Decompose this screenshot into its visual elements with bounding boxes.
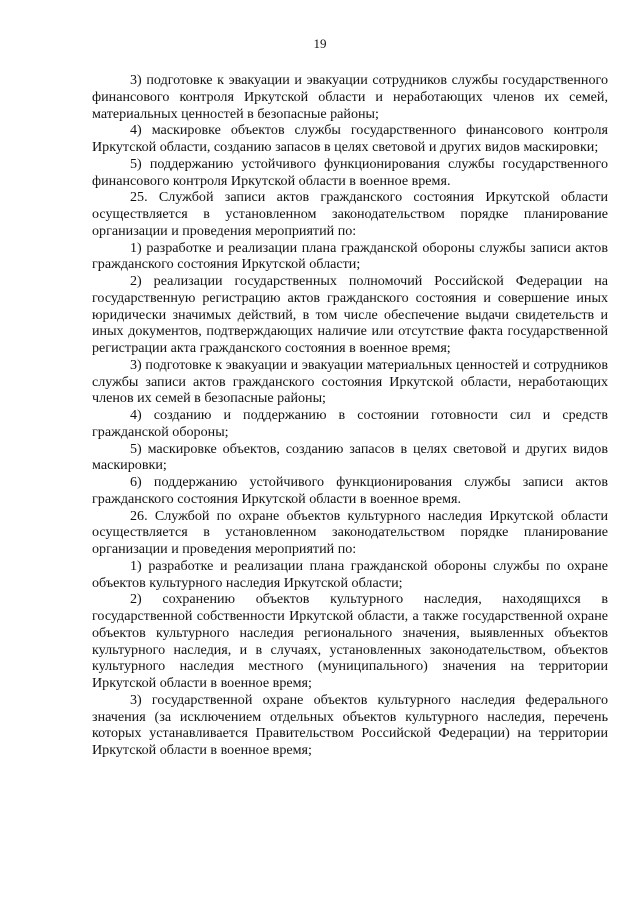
paragraph-item-5-stability-finance: 5) поддержанию устойчивого функционирования службы государственного финансового контроля Иркутской области в военное время. [92,155,608,189]
paragraph-item-4-camouflage-finance: 4) маскировке объектов службы государственного финансового контроля Иркутской области, созданию запасов в целях световой и других видов маскировки; [92,122,608,155]
paragraph-clause-25: 25. Службой записи актов гражданского состояния Иркутской области осуществляется в установленном законодательством порядке планирование организации и проведения мероприятий по: [92,189,608,239]
paragraph-clause-25-item-2: 2) реализации государственных полномочий Российской Федерации на государственную регистрацию актов гражданского состояния и совершение иных юридически значимых действий, в том числе обеспечение выдачи свидетельств и иных документов, подтверждающих наличие или отсутствие факта государственной регистрации акта гражданского состояния в военное время; [92,273,608,356]
body-text [92,72,608,759]
paragraph-clause-25-item-1: 1) разработке и реализации плана гражданской обороны службы записи актов гражданского состояния Иркутской области; [92,239,608,273]
paragraph-clause-25-item-6: 6) поддержанию устойчивого функционирования службы записи актов гражданского состояния Иркутской области в военное время. [92,474,608,507]
page-number: 19 [313,36,327,51]
paragraph-clause-25-item-3: 3) подготовке к эвакуации и эвакуации материальных ценностей и сотрудников службы записи актов гражданского состояния Иркутской области, неработающих членов их семей в безопасные районы; [92,356,608,407]
paragraph-clause-26-item-3: 3) государственной охране объектов культурного наследия федерального значения (за исключением отдельных объектов культурного наследия, перечень которых устанавливается Правительством Российской Федерации) на территории Иркутской области в военное время; [92,691,608,758]
paragraph-clause-26-item-1: 1) разработке и реализации плана гражданской обороны службы по охране объектов культурного наследия Иркутской области; [92,557,608,591]
paragraph-clause-26: 26. Службой по охране объектов культурного наследия Иркутской области осуществляется в установленном законодательством порядке планирование организации и проведения мероприятий по: [92,507,608,557]
paragraph-clause-25-item-5: 5) маскировке объектов, созданию запасов в целях световой и других видов маскировки; [92,440,608,474]
paragraph-clause-25-item-4: 4) созданию и поддержанию в состоянии готовности сил и средств гражданской обороны; [92,407,608,440]
paragraph-item-3-evacuation-finance: 3) подготовке к эвакуации и эвакуации сотрудников службы государственного финансового контроля Иркутской области и неработающих членов их семей, материальных ценностей в безопасные районы; [92,72,608,122]
paragraph-clause-26-item-2: 2) сохранению объектов культурного наследия, находящихся в государственной собственности Иркутской области, а также государственной охране объектов культурного наследия регионального значения, выявленных объектов культурного наследия, и в случаях, установленных законодательством, объектов культурного наследия местного (муниципального) значения на территории Иркутской области в военное время; [92,591,608,691]
